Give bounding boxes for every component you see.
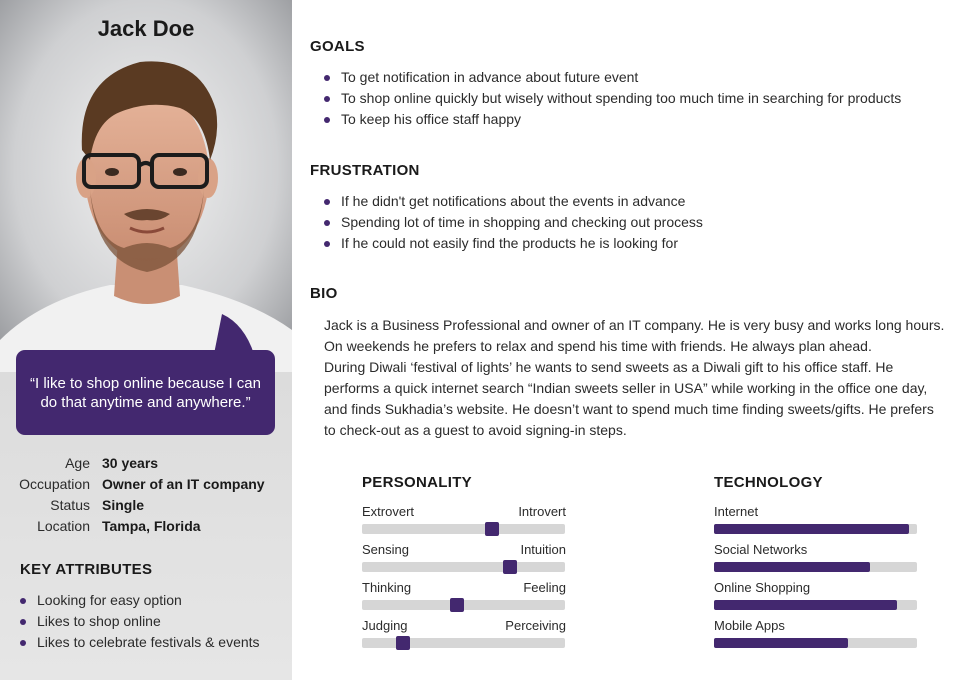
- persona-profile-panel: [0, 0, 292, 680]
- tech-track: [714, 638, 917, 648]
- persona-name: Jack Doe: [97, 16, 195, 41]
- tech-level-bar: [714, 600, 897, 610]
- detail-age: [0, 452, 292, 473]
- bio-title: BIO: [310, 285, 338, 302]
- detail-value: 30 years: [102, 454, 159, 471]
- tech-online-shopping: [714, 580, 918, 596]
- trait-track: [362, 524, 565, 534]
- list-item: Looking for easy option: [20, 590, 260, 611]
- bullet-icon: [20, 598, 26, 604]
- tech-label: Mobile Apps: [714, 618, 785, 633]
- detail-value: Tampa, Florida: [102, 517, 201, 534]
- detail-value: Single: [102, 496, 145, 513]
- persona-details: [0, 452, 292, 536]
- detail-value: Owner of an IT company: [102, 475, 265, 492]
- trait-right-label: Perceiving: [505, 618, 566, 633]
- bio-line: During Diwali ‘festival of lights’ he wants to send sweets as a Diwali gift to his office staff. He: [324, 359, 894, 375]
- key-attributes-title: KEY ATTRIBUTES: [20, 561, 153, 578]
- bullet-icon: [20, 640, 26, 646]
- bullet-icon: [324, 96, 330, 102]
- bio-line: performs a quick internet search “Indian sweets seller in USA” while working in the office one day,: [324, 380, 928, 396]
- bullet-icon: [324, 199, 330, 205]
- bio-line: to check-out as a guest to avoid signing-in steps.: [324, 422, 627, 438]
- trait-judging-perceiving: [362, 618, 566, 634]
- trait-left-label: Sensing: [362, 542, 409, 557]
- list-item: Likes to celebrate festivals & events: [20, 632, 260, 653]
- bio-line: and finds Sukhadia’s website. He doesn’t want to spend much time finding sweets/gifts. He prefers: [324, 401, 934, 417]
- tech-level-bar: [714, 562, 870, 572]
- tech-level-bar: [714, 638, 848, 648]
- personality-panel: [362, 474, 566, 654]
- tech-internet: [714, 504, 918, 520]
- tech-track: [714, 600, 917, 610]
- list-item: To keep his office staff happy: [324, 109, 901, 130]
- trait-left-label: Extrovert: [362, 504, 415, 519]
- technology-panel: [714, 474, 918, 654]
- trait-track: [362, 638, 565, 648]
- persona-content-panel: [292, 0, 980, 680]
- bio-line: On weekends he prefers to relax and spend his time with friends. He always plan ahead.: [324, 338, 872, 354]
- bullet-icon: [324, 220, 330, 226]
- detail-label: Age: [65, 454, 90, 471]
- bio-line: Jack is a Business Professional and owner of an IT company. He is very busy and works long hours.: [324, 317, 945, 333]
- trait-track: [362, 600, 565, 610]
- trait-slider-knob: [450, 598, 464, 612]
- list-item: To shop online quickly but wisely without spending too much time in searching for products: [324, 88, 901, 109]
- tech-label: Social Networks: [714, 542, 808, 557]
- detail-label: Status: [50, 496, 90, 513]
- trait-slider-knob: [396, 636, 410, 650]
- trait-left-label: Judging: [362, 618, 408, 633]
- trait-right-label: Introvert: [518, 504, 566, 519]
- trait-slider-knob: [485, 522, 499, 536]
- bullet-icon: [20, 619, 26, 625]
- bullet-icon: [324, 117, 330, 123]
- trait-thinking-feeling: [362, 580, 566, 596]
- frustration-list: [324, 191, 703, 254]
- trait-slider-knob: [503, 560, 517, 574]
- frustration-title: FRUSTRATION: [310, 162, 420, 179]
- technology-title: TECHNOLOGY: [714, 474, 823, 491]
- list-item: Spending lot of time in shopping and checking out process: [324, 212, 703, 233]
- list-item: If he didn't get notifications about the events in advance: [324, 191, 703, 212]
- personality-title: PERSONALITY: [362, 474, 472, 491]
- tech-track: [714, 562, 917, 572]
- bio-text: [324, 315, 964, 441]
- goals-title: GOALS: [310, 38, 365, 55]
- tech-level-bar: [714, 524, 909, 534]
- list-item: If he could not easily find the products he is looking for: [324, 233, 703, 254]
- trait-left-label: Thinking: [362, 580, 412, 595]
- trait-right-label: Feeling: [523, 580, 566, 595]
- list-item: Likes to shop online: [20, 611, 260, 632]
- detail-label: Location: [37, 517, 90, 534]
- trait-extrovert-introvert: [362, 504, 566, 520]
- bullet-icon: [324, 241, 330, 247]
- detail-occupation: [0, 473, 292, 494]
- tech-label: Online Shopping: [714, 580, 811, 595]
- trait-sensing-intuition: [362, 542, 566, 558]
- tech-track: [714, 524, 917, 534]
- list-item: To get notification in advance about future event: [324, 67, 901, 88]
- bullet-icon: [324, 75, 330, 81]
- goals-list: [324, 67, 901, 130]
- tech-social-networks: [714, 542, 918, 558]
- detail-status: [0, 494, 292, 515]
- tech-mobile-apps: [714, 618, 918, 634]
- key-attributes-list: [20, 590, 260, 653]
- persona-quote: “I like to shop online because I can do that anytime and anywhere.”: [16, 350, 275, 435]
- trait-right-label: Intuition: [520, 542, 566, 557]
- detail-location: [0, 515, 292, 536]
- detail-label: Occupation: [19, 475, 90, 492]
- tech-label: Internet: [714, 504, 759, 519]
- trait-track: [362, 562, 565, 572]
